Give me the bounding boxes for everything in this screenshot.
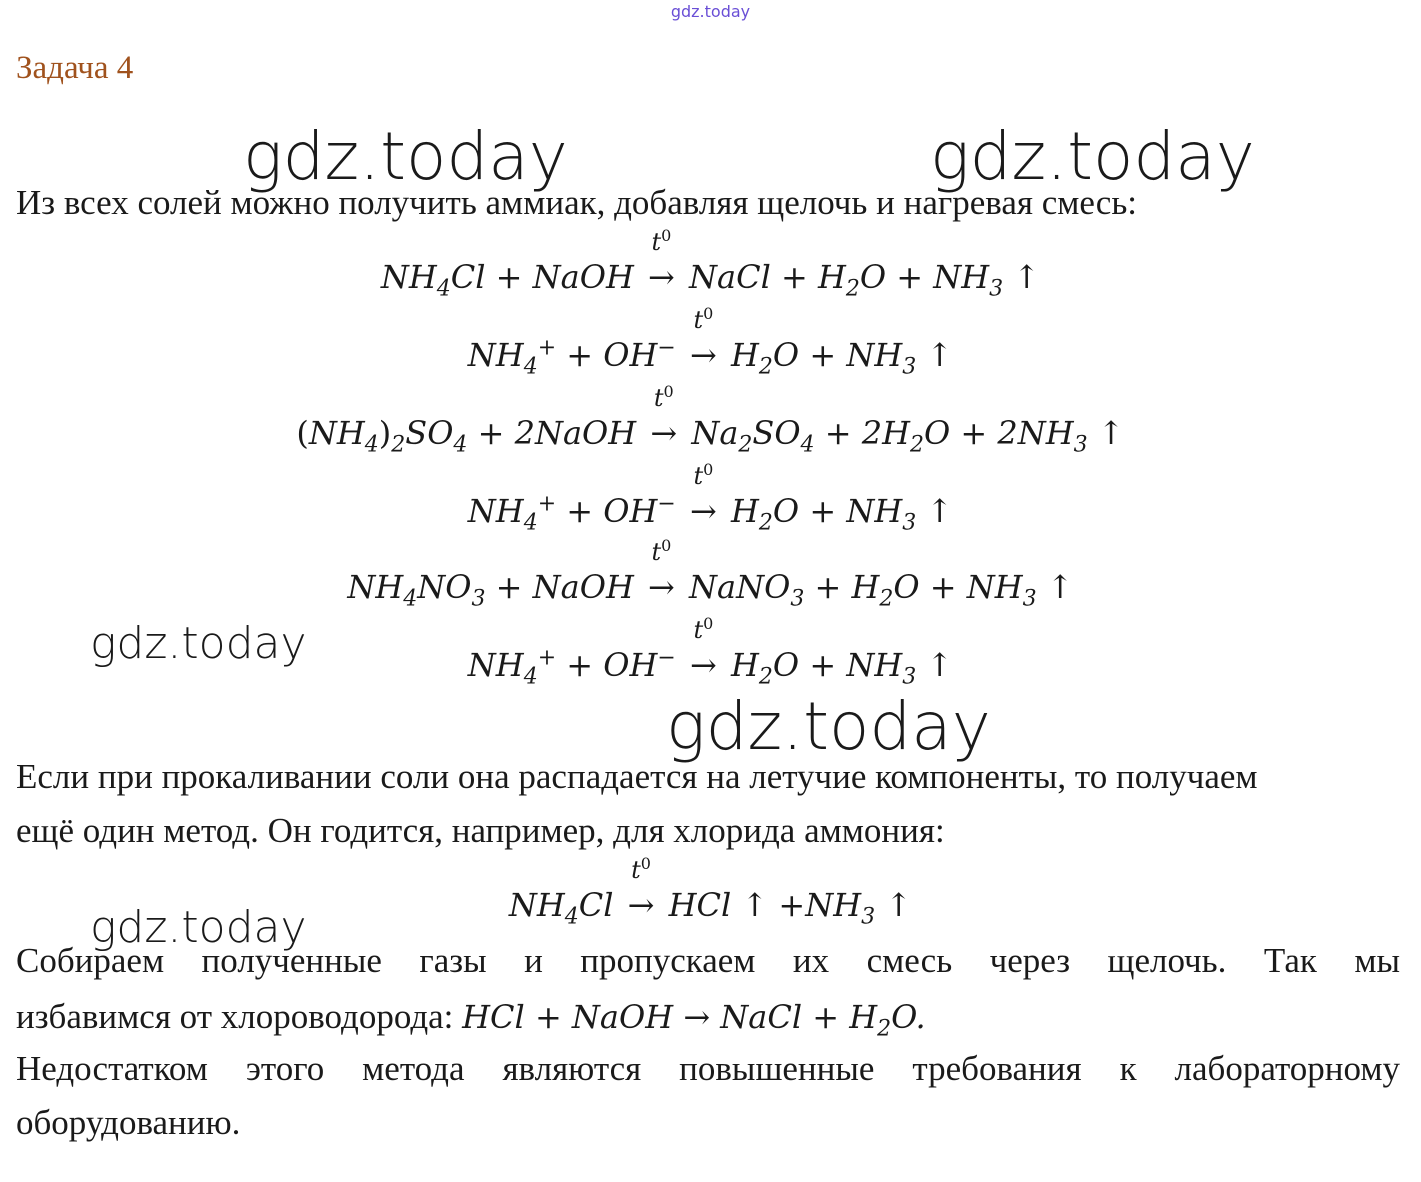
equation-4: $NH_4^+ + OH^-$ $t^0$ → $H_2O + NH_3$ ↑ [467,460,954,536]
paragraph-4-line-1: Недостатком этого метода являются повышенные требования к лабораторному [16,1049,1400,1088]
watermark: gdz.today [243,118,568,195]
paragraph-4-line-2: оборудованию. [16,1103,241,1142]
equation-5: $NH_4NO_3$ + NaOH $t^0$ → NaNO$_3$ + $H_2O + NH_3$ ↑ [347,536,1074,612]
watermark: gdz.today [90,902,307,953]
watermark: gdz.today [90,618,307,669]
equation-2: $NH_4^+ + OH^-$ $t^0$ → $H_2O + NH_3$ ↑ [467,304,954,380]
header-site-link[interactable]: gdz.today [670,2,751,21]
watermark: gdz.today [666,688,991,765]
equation-1: $NH_4Cl$ + NaOH $t^0$ → NaCl + $H_2O + NH_3$ ↑ [380,226,1041,302]
watermark: gdz.today [930,118,1255,195]
intro-text: Из всех солей можно получить аммиак, добавляя щелочь и нагревая смесь: [16,183,1138,222]
paragraph-3-text: избавимся от хлороводорода: [16,997,454,1036]
paragraph-2-line-2: ещё один метод. Он годится, например, для хлорида аммония: [16,811,945,850]
inline-equation: HCl + NaOH → NaCl + $H_2O$. [462,998,926,1042]
equation-3: $(NH_4)_2SO_4$ + 2NaOH $t^0$ → $Na_2SO_4 + 2H_2O + 2NH_3$ ↑ [296,382,1125,458]
equation-7: $NH_4Cl$ $t^0$ → HCl ↑ $+NH_3$ ↑ [508,854,913,930]
paragraph-2-line-1: Если при прокаливании соли она распадается на летучие компоненты, то получаем [16,757,1258,796]
equation-6: $NH_4^+ + OH^-$ $t^0$ → $H_2O + NH_3$ ↑ [467,614,954,690]
paragraph-3-line-2 [16,990,1400,1044]
paragraph-3-line-1: Собираем полученные газы и пропускаем их смесь через щелочь. Так мы [16,941,1400,980]
task-title: Задача 4 [16,50,134,86]
